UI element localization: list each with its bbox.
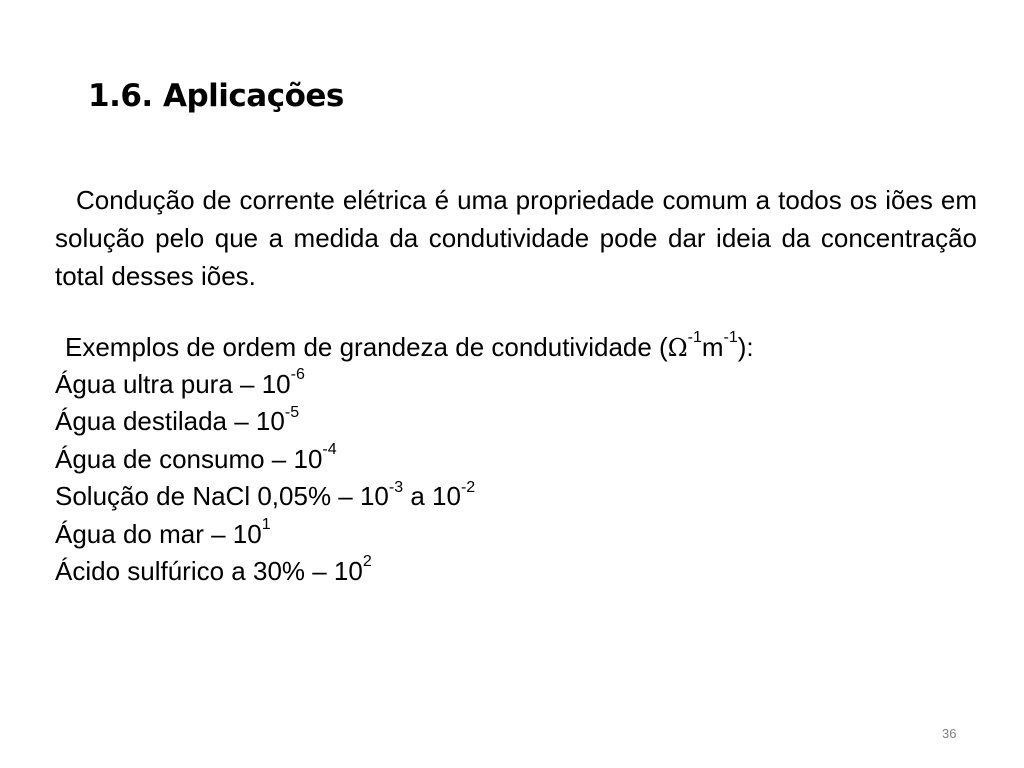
example-item-nacl-solution [55, 478, 475, 515]
examples-list [55, 366, 475, 590]
example-label: Água de consumo – 10 [55, 443, 323, 474]
page-number: 36 [942, 726, 957, 741]
slide-title: 1.6. Aplicações [88, 78, 344, 114]
example-item-drinking-water [55, 441, 475, 478]
example-exponent: 2 [362, 553, 372, 571]
example-item-distilled-water [55, 403, 475, 440]
example-range-connector: a 10 [403, 481, 461, 512]
examples-heading-suffix: ): [737, 332, 754, 362]
example-item-ultrapure-water [55, 366, 475, 403]
example-exponent: -4 [322, 441, 337, 459]
examples-heading-prefix: Exemplos de ordem de grandeza de condutividade ( [65, 332, 668, 362]
ohm-symbol: Ω [667, 334, 688, 362]
example-label: Água ultra pura – 10 [55, 369, 291, 399]
ohm-exponent: -1 [687, 329, 702, 347]
example-exponent: -6 [290, 366, 305, 384]
meter-unit: m [701, 332, 724, 362]
example-label: Água do mar – 10 [55, 518, 262, 549]
example-exponent: -5 [284, 403, 300, 421]
example-item-seawater [55, 516, 475, 553]
example-item-sulfuric-acid [55, 553, 475, 590]
example-exponent: 1 [261, 515, 271, 533]
meter-exponent: -1 [723, 329, 738, 347]
examples-heading [65, 328, 754, 367]
intro-paragraph: Condução de corrente elétrica é uma propriedade comum a todos os iões em solução pelo que a medida da condutividade pode dar ideia da concentração total desses iões. [55, 185, 977, 291]
example-label: Água destilada – 10 [55, 406, 285, 437]
example-exponent-upper: -2 [460, 478, 476, 496]
example-exponent: -3 [388, 478, 404, 496]
example-label: Ácido sulfúrico a 30% – 10 [55, 556, 363, 587]
example-label: Solução de NaCl 0,05% – 10 [55, 481, 389, 512]
